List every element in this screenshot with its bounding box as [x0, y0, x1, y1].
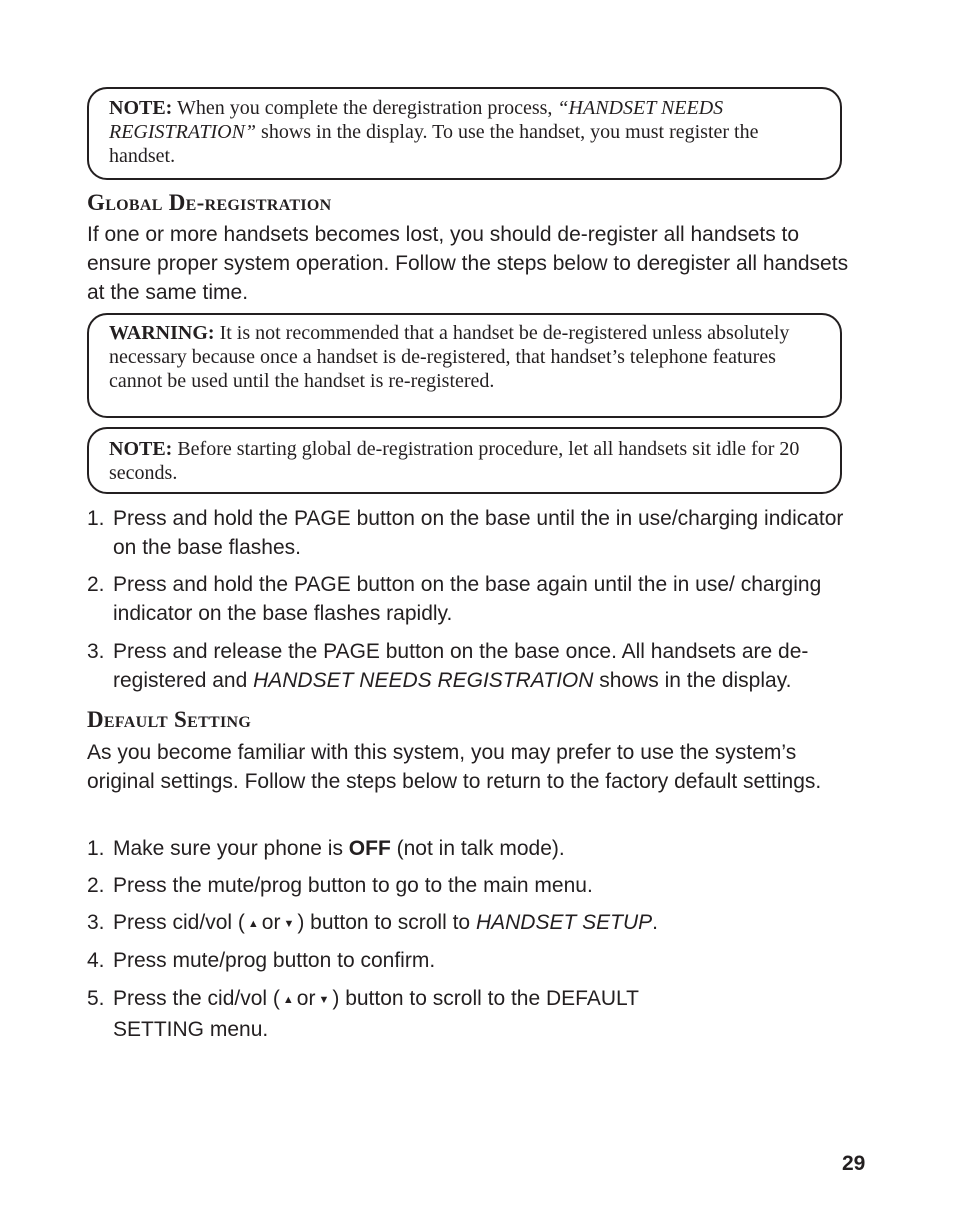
or-text: or	[261, 911, 281, 934]
global-step-1	[87, 504, 867, 562]
step-number: 4.	[87, 949, 105, 972]
down-arrow-icon: ▼	[283, 918, 295, 930]
global-intro-paragraph: If one or more handsets becomes lost, you should de-register all handsets to ensure proper system operation. Follow the steps below to deregister all handsets at the same time.	[87, 223, 849, 304]
step-text: Press mute/prog button to confirm.	[113, 949, 436, 972]
section-heading-default-setting: Default Setting	[87, 707, 252, 732]
step-number: 2.	[87, 874, 105, 897]
step-text: Press and release the PAGE button on the base once. All handsets are de-registered and	[113, 640, 809, 692]
warning-box	[87, 313, 842, 418]
step-text: Press the cid/vol (	[113, 987, 280, 1010]
step-text: Press the mute/prog button to go to the main menu.	[113, 874, 593, 897]
step-text-continued: (not in talk mode).	[390, 837, 565, 860]
page-number: 29	[842, 1152, 866, 1175]
up-arrow-icon: ▲	[247, 918, 259, 930]
note-label: NOTE:	[109, 438, 173, 460]
default-step-1	[87, 834, 867, 863]
menu-name: HANDSET SETUP	[475, 911, 653, 934]
note-box-deregistration	[87, 87, 842, 180]
step-number: 3.	[87, 640, 105, 663]
default-intro-paragraph: As you become familiar with this system, you may prefer to use the system’s original settings. Follow the steps below to return to the factory default settings.	[87, 741, 822, 793]
warning-label: WARNING:	[109, 322, 215, 344]
step-text-continued: ) button to scroll to	[297, 911, 476, 934]
note-box-idle	[87, 427, 842, 494]
step-number: 5.	[87, 987, 105, 1010]
step-text-end: .	[652, 911, 658, 934]
step-text: Press and hold the PAGE button on the base until the in use/charging indicator on the base flashes.	[113, 507, 844, 559]
step-text-continued: ) button to scroll to the DEFAULT SETTING menu.	[113, 987, 639, 1041]
note-text: When you complete the deregistration process,	[172, 97, 558, 119]
section-heading-global-deregistration: Global De-registration	[87, 190, 332, 215]
off-keyword: OFF	[348, 837, 391, 860]
or-text: or	[296, 987, 316, 1010]
display-message: HANDSET NEEDS REGISTRATION	[253, 669, 594, 692]
up-arrow-icon: ▲	[282, 994, 294, 1006]
step-number: 3.	[87, 911, 105, 934]
note-label: NOTE:	[109, 97, 173, 119]
default-step-5	[87, 984, 727, 1044]
step-text: Press and hold the PAGE button on the base again until the in use/ charging indicator on the base flashes rapidly.	[113, 573, 822, 625]
global-step-2	[87, 570, 867, 628]
default-step-2	[87, 871, 867, 900]
step-text-continued: shows in the display.	[593, 669, 792, 692]
note-text: Before starting global de-registration procedure, let all handsets sit idle for 20 seconds.	[109, 438, 800, 484]
step-number: 1.	[87, 837, 105, 860]
down-arrow-icon: ▼	[318, 994, 330, 1006]
note-display-message: “HANDSET NEEDS REGISTRATION”	[109, 97, 724, 143]
step-number: 1.	[87, 507, 105, 530]
step-text: Press cid/vol (	[113, 911, 245, 934]
note-text-continued: shows in the display. To use the handset, you must register the handset.	[109, 121, 759, 167]
global-step-3	[87, 637, 867, 695]
default-step-4	[87, 946, 867, 975]
step-number: 2.	[87, 573, 105, 596]
default-step-3	[87, 908, 867, 939]
warning-text: It is not recommended that a handset be de-registered unless absolutely necessary because once a handset is de-registered, that handset’s telephone features cannot be used until the handset is re-registered.	[109, 322, 790, 392]
step-text: Make sure your phone is	[113, 837, 349, 860]
